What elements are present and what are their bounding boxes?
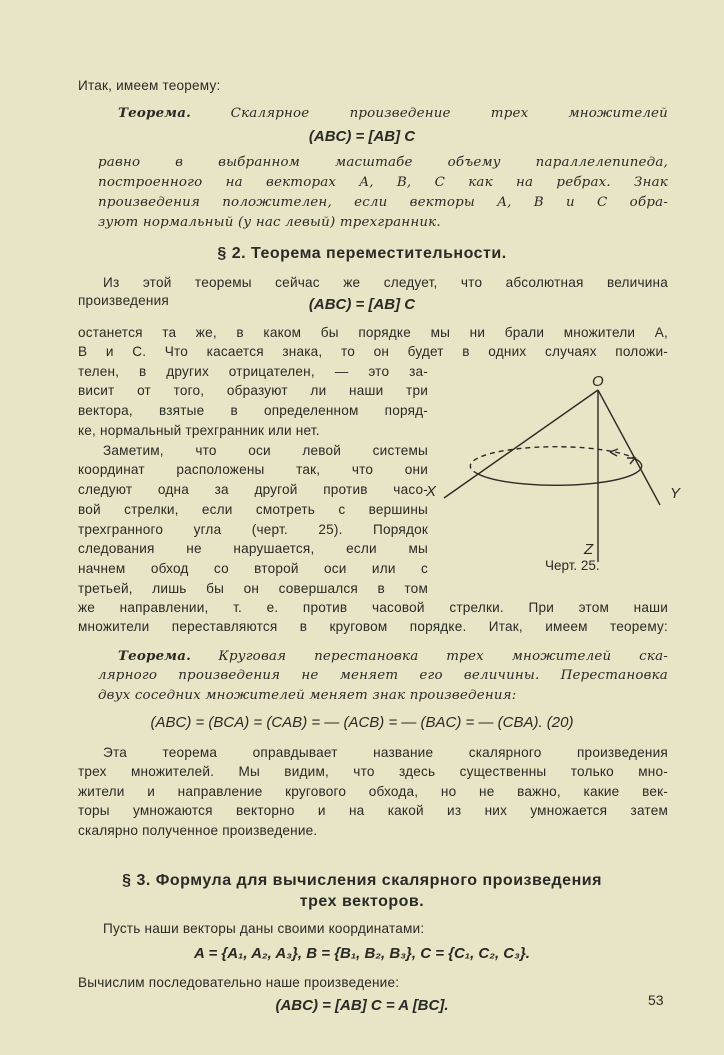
body-line: трехгранного угла (черт. 25). Порядок [78,522,428,537]
body-line: скалярно полученное произведение. [78,823,318,838]
body-line: Эта теорема оправдывает название скалярного произведения [103,745,668,760]
theorem2-label: Теорема. [118,648,191,664]
rotation-arc-front [478,458,642,485]
theorem1-line: построенного на векторах A, B, C как на ребрах. Знак [98,175,668,190]
body-line: следуют одна за другой против часо- [78,482,428,497]
label-y: Y [670,485,681,502]
body-line: Заметим, что оси левой системы [103,443,428,458]
body-line: останется та же, в каком бы порядке мы ни брали множители A, [78,325,668,340]
body-line: следования не нарушается, если мы [78,541,428,556]
body-line: B и C. Что касается знака, то он будет в одних случаях положи- [78,344,668,359]
body-line: третьей, лишь бы он совершался в том [78,581,428,596]
body-line: произведения [78,293,169,308]
section3-heading-line2: трех векторов. [299,893,425,910]
body-line: же направлении, т. е. против часовой стрелки. При этом наши [78,600,668,615]
rotation-arc-back [470,447,634,474]
body-line: жители и направление кругового обхода, но не важно, какие век- [78,784,668,799]
body-line: трех множителей. Мы видим, что здесь существенны только мно- [78,764,668,779]
body-line: висит от того, образуют ли наши три [78,383,428,398]
equation-20: (ABC) = (BCA) = (CAB) = — (ACB) = — (BAC) = — (CBA). (20) [150,714,574,731]
body-line: вой стрелки, если смотреть с вершины [78,502,428,517]
theorem2-line: двух соседних множителей меняет знак произведения: [98,688,517,703]
figure-25-trihedral-diagram [420,370,700,570]
body-line: координат расположены так, что они [78,462,428,477]
page-number: 53 [648,992,664,1008]
body-line: торы умножаются векторно и на какой из них умножается затем [78,803,668,818]
body-line: вектора, взятые в определенном поряд- [78,403,428,418]
theorem1-line: зуют нормальный (у нас левый) трехгранник. [98,215,441,230]
figure-caption: Черт. 25. [545,558,600,573]
label-z: Z [584,541,594,558]
theorem1-text: Скалярное произведение трех множителей [230,106,669,121]
arrow-head-icon [627,458,635,464]
body-line: ке, нормальный трехгранник или нет. [78,423,320,438]
body-line: начнем обход со второй оси или с [78,561,428,576]
section3-formula: (ABC) = [AB] C = A [BC]. [275,997,449,1014]
theorem1-line: произведения положителен, если векторы A, B и C обра- [98,195,668,210]
label-o: O [592,373,604,390]
section2-heading: § 2. Теорема переместительности. [217,245,507,262]
body-line: Вычислим последовательно наше произведение: [78,975,400,990]
intro-text: Итак, имеем теорему: [78,78,221,93]
theorem1-first-line [118,104,668,123]
label-x: X [426,483,437,500]
body-line: Из этой теоремы сейчас же следует, что абсолютная величина [103,275,668,290]
x-axis-line [444,390,598,498]
section2-formula: (ABC) = [AB] C [308,296,416,313]
body-line: Пусть наши векторы даны своими координатами: [103,921,425,936]
theorem1-line: равно в выбранном масштабе объему параллелепипеда, [98,155,668,170]
body-line: множители переставляются в круговом порядке. Итак, имеем теорему: [78,619,668,634]
vectors-formula: A = {A₁, A₂, A₃}, B = {B₁, B₂, B₃}, C = {C₁, C₂, C₃}. [194,945,530,962]
theorem1-label: Теорема. [118,105,191,121]
theorem2-text: Круговая перестановка трех множителей ска- [218,649,668,664]
theorem1-formula: (ABC) = [AB] C [308,128,416,145]
theorem2-line: лярного произведения не меняет его величины. Перестановка [98,668,668,683]
y-axis-line [598,390,660,505]
theorem2-first-line [118,647,668,666]
body-line: телен, в других отрицателен, — это за- [78,364,428,379]
section3-heading: § 3. Формула для вычисления скалярного произведения [122,872,602,889]
